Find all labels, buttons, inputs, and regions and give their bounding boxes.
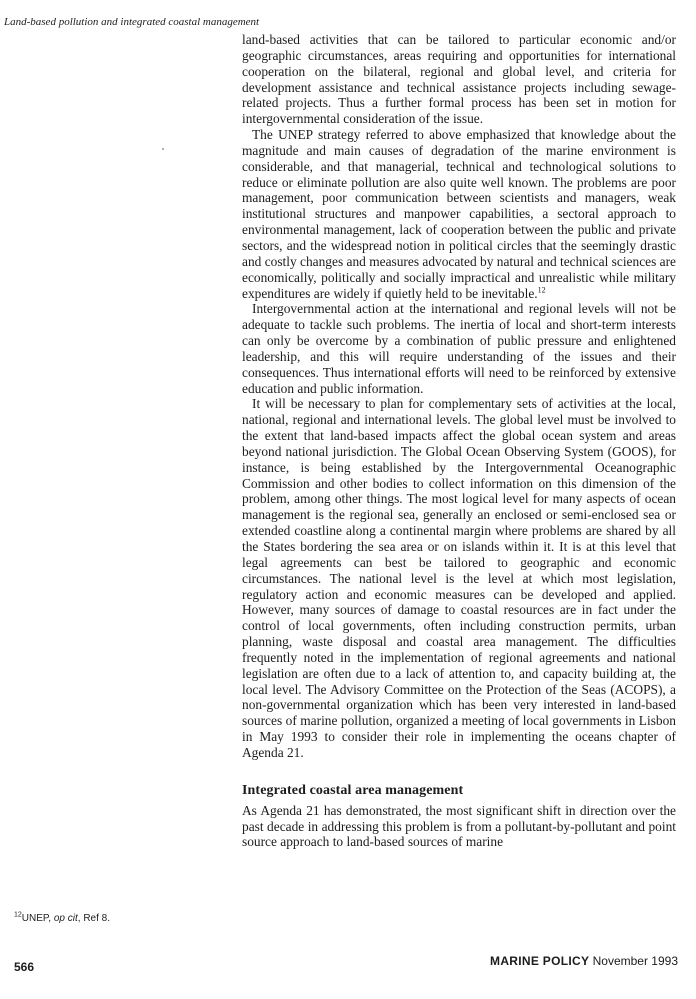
journal-date: November 1993 [589,954,678,968]
section-heading: Integrated coastal area management [242,782,464,798]
footnote-op-cit: op cit [53,913,78,924]
footnote-ref: , Ref 8. [77,913,111,924]
footnote-ref-12[interactable]: 12 [537,285,546,295]
scan-speck [162,148,164,150]
paragraph-2 [242,127,676,301]
footnote-author: UNEP, [21,913,54,924]
paragraph-2-text: The UNEP strategy referred to above emphasized that knowledge about the magnitude and main causes of degradation of the marine environment is considerable, and that managerial, technical and technological solutions to reduce or eliminate pollution are also quite well known. The problems are poor management, poor communication between scientists and managers, weak institutional structures and manpower capabilities, a sectoral approach to environmental management, lack of cooperation between the public and private sectors, and the widespread notion in political circles that the seemingly drastic and costly changes and measures advocated by natural and technical sciences are economically, politically and socially impractical and unrealistic while military expenditures are widely if quietly held to be inevitable. [242,127,676,301]
paragraph-3: Intergovernmental action at the international and regional levels will not be adequate to tackle such problems. The inertia of local and short-term interests can only be overcome by a combination of public pressure and enlightened leadership, and this will require understanding of the issues and their consequences. Thus international efforts will need to be reinforced by extensive education and public information. [242,301,676,396]
journal-footer [490,954,678,968]
footnote-number: 12 [14,911,22,919]
running-head: Land-based pollution and integrated coastal management [4,16,260,28]
page-number: 566 [14,960,35,974]
paragraph-4: It will be necessary to plan for complementary sets of activities at the local, national, regional and international levels. The global level must be involved to the extent that land-based impacts affect the global ocean system and areas beyond national jurisdiction. The Global Ocean Observing System (GOOS), for instance, is being established by the Intergovernmental Oceanographic Commission and other bodies to collect information on this dimension of the problem, among other things. The most logical level for many aspects of ocean management is the regional sea, generally an enclosed or semi-enclosed sea or extended coastline along a continental margin where problems are shared by all the States bordering the sea area or on islands within it. It is at this level that legal agreements can best be tailored to geographic and economic circumstances. The national level is the level at which most legislation, regulatory action and economic measures can be developed and applied. However, many sources of damage to coastal resources are in fact under the control of local governments, often including construction permits, urban planning, waste disposal and coastal area management. The difficulties frequently noted in the implementation of regional agreements and national legislation are often due to a lack of attention to, and capacity building at, the local level. The Advisory Committee on the Protection of the Seas (ACOPS), a non-governmental organization which has been very interested in land-based sources of marine pollution, organized a meeting of local governments in Lisbon in May 1993 to consider their role in implementing the oceans chapter of Agenda 21. [242,396,676,760]
journal-title: MARINE POLICY [490,954,590,968]
footnote-12 [14,913,110,924]
paragraph-1: land-based activities that can be tailored to particular economic and/or geographic circumstances, areas requiring and opportunities for international cooperation on the bilateral, regional and global level, and criteria for development assistance and technical assistance projects including sewage-related projects. Thus a further formal process has been set in motion for intergovernmental consideration of the issue. [242,32,676,127]
body-column [242,32,676,850]
paragraph-5: As Agenda 21 has demonstrated, the most significant shift in direction over the past decade in addressing this problem is from a pollutant-by-pollutant and point source approach to land-based sources of marine [242,802,676,850]
